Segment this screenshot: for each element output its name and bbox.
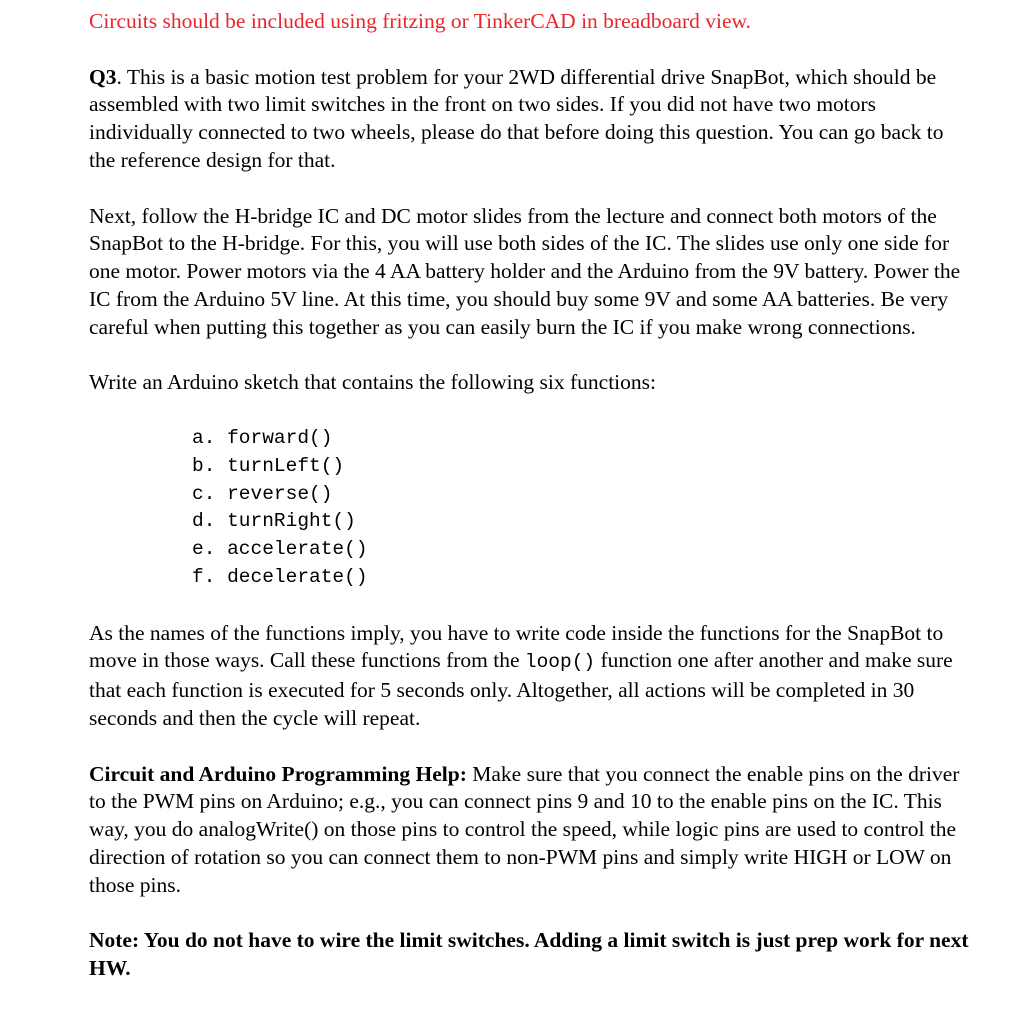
q3-label: Q3	[89, 64, 117, 89]
help-paragraph	[89, 761, 969, 900]
document-page	[89, 8, 969, 1011]
help-label: Circuit and Arduino Programming Help:	[89, 761, 467, 786]
function-name: forward()	[227, 426, 333, 449]
function-list	[89, 425, 969, 592]
function-name: reverse()	[227, 482, 333, 505]
names-paragraph	[89, 620, 969, 733]
sketch-intro: Write an Arduino sketch that contains the following six functions:	[89, 370, 656, 395]
q3-text: . This is a basic motion test problem for your 2WD differential drive SnapBot, which should be assembled with two limit switches in the front on two sides. If you did not have two motors individually connected to two wheels, please do that before doing this question. You can go back to the reference design for that.	[89, 64, 944, 172]
names-text-before: As the names of the functions imply, you have to write code inside the functions for the SnapBot to move in those ways. Call these functions from the	[89, 620, 944, 673]
function-letter: c.	[192, 482, 216, 505]
function-letter: a.	[192, 426, 216, 449]
list-item	[192, 425, 969, 453]
function-letter: e.	[192, 538, 216, 561]
function-name: turnLeft()	[227, 454, 345, 477]
list-item	[192, 481, 969, 509]
list-item	[192, 508, 969, 536]
q3-paragraph	[89, 64, 969, 175]
list-item	[192, 453, 969, 481]
function-name: turnRight()	[227, 510, 356, 533]
header-note: Circuits should be included using fritzing or TinkerCAD in breadboard view.	[89, 9, 752, 33]
names-text-after: function one after another and make sure that each function is executed for 5 seconds only. Altogether, all actions will be completed in 30 seconds and then the cycle will repeat.	[89, 648, 953, 730]
hbridge-paragraph: Next, follow the H-bridge IC and DC motor slides from the lecture and connect both motors of the SnapBot to the H-bridge. For this, you will use both sides of the IC. The slides use only one side for one motor. Power motors via the 4 AA battery holder and the Arduino from the 9V battery. Power the IC from the Arduino 5V line. At this time, you should buy some 9V and some AA batteries. Be very careful when putting this together as you can easily burn the IC if you make wrong connections.	[89, 203, 961, 339]
loop-code: loop()	[524, 651, 596, 674]
list-item	[192, 536, 969, 564]
function-letter: b.	[192, 454, 216, 477]
function-letter: f.	[192, 565, 216, 588]
note-paragraph: Note: You do not have to wire the limit switches. Adding a limit switch is just prep work for next HW.	[89, 928, 969, 981]
list-item	[192, 564, 969, 592]
function-name: accelerate()	[227, 538, 368, 561]
function-name: decelerate()	[227, 565, 368, 588]
help-text: Make sure that you connect the enable pins on the driver to the PWM pins on Arduino; e.g., you can connect pins 9 and 10 to the enable pins on the IC. This way, you do analogWrite() on those pins to control the speed, while logic pins are used to control the direction of rotation so you can connect them to non-PWM pins and simply write HIGH or LOW on those pins.	[89, 761, 960, 897]
function-letter: d.	[192, 510, 216, 533]
